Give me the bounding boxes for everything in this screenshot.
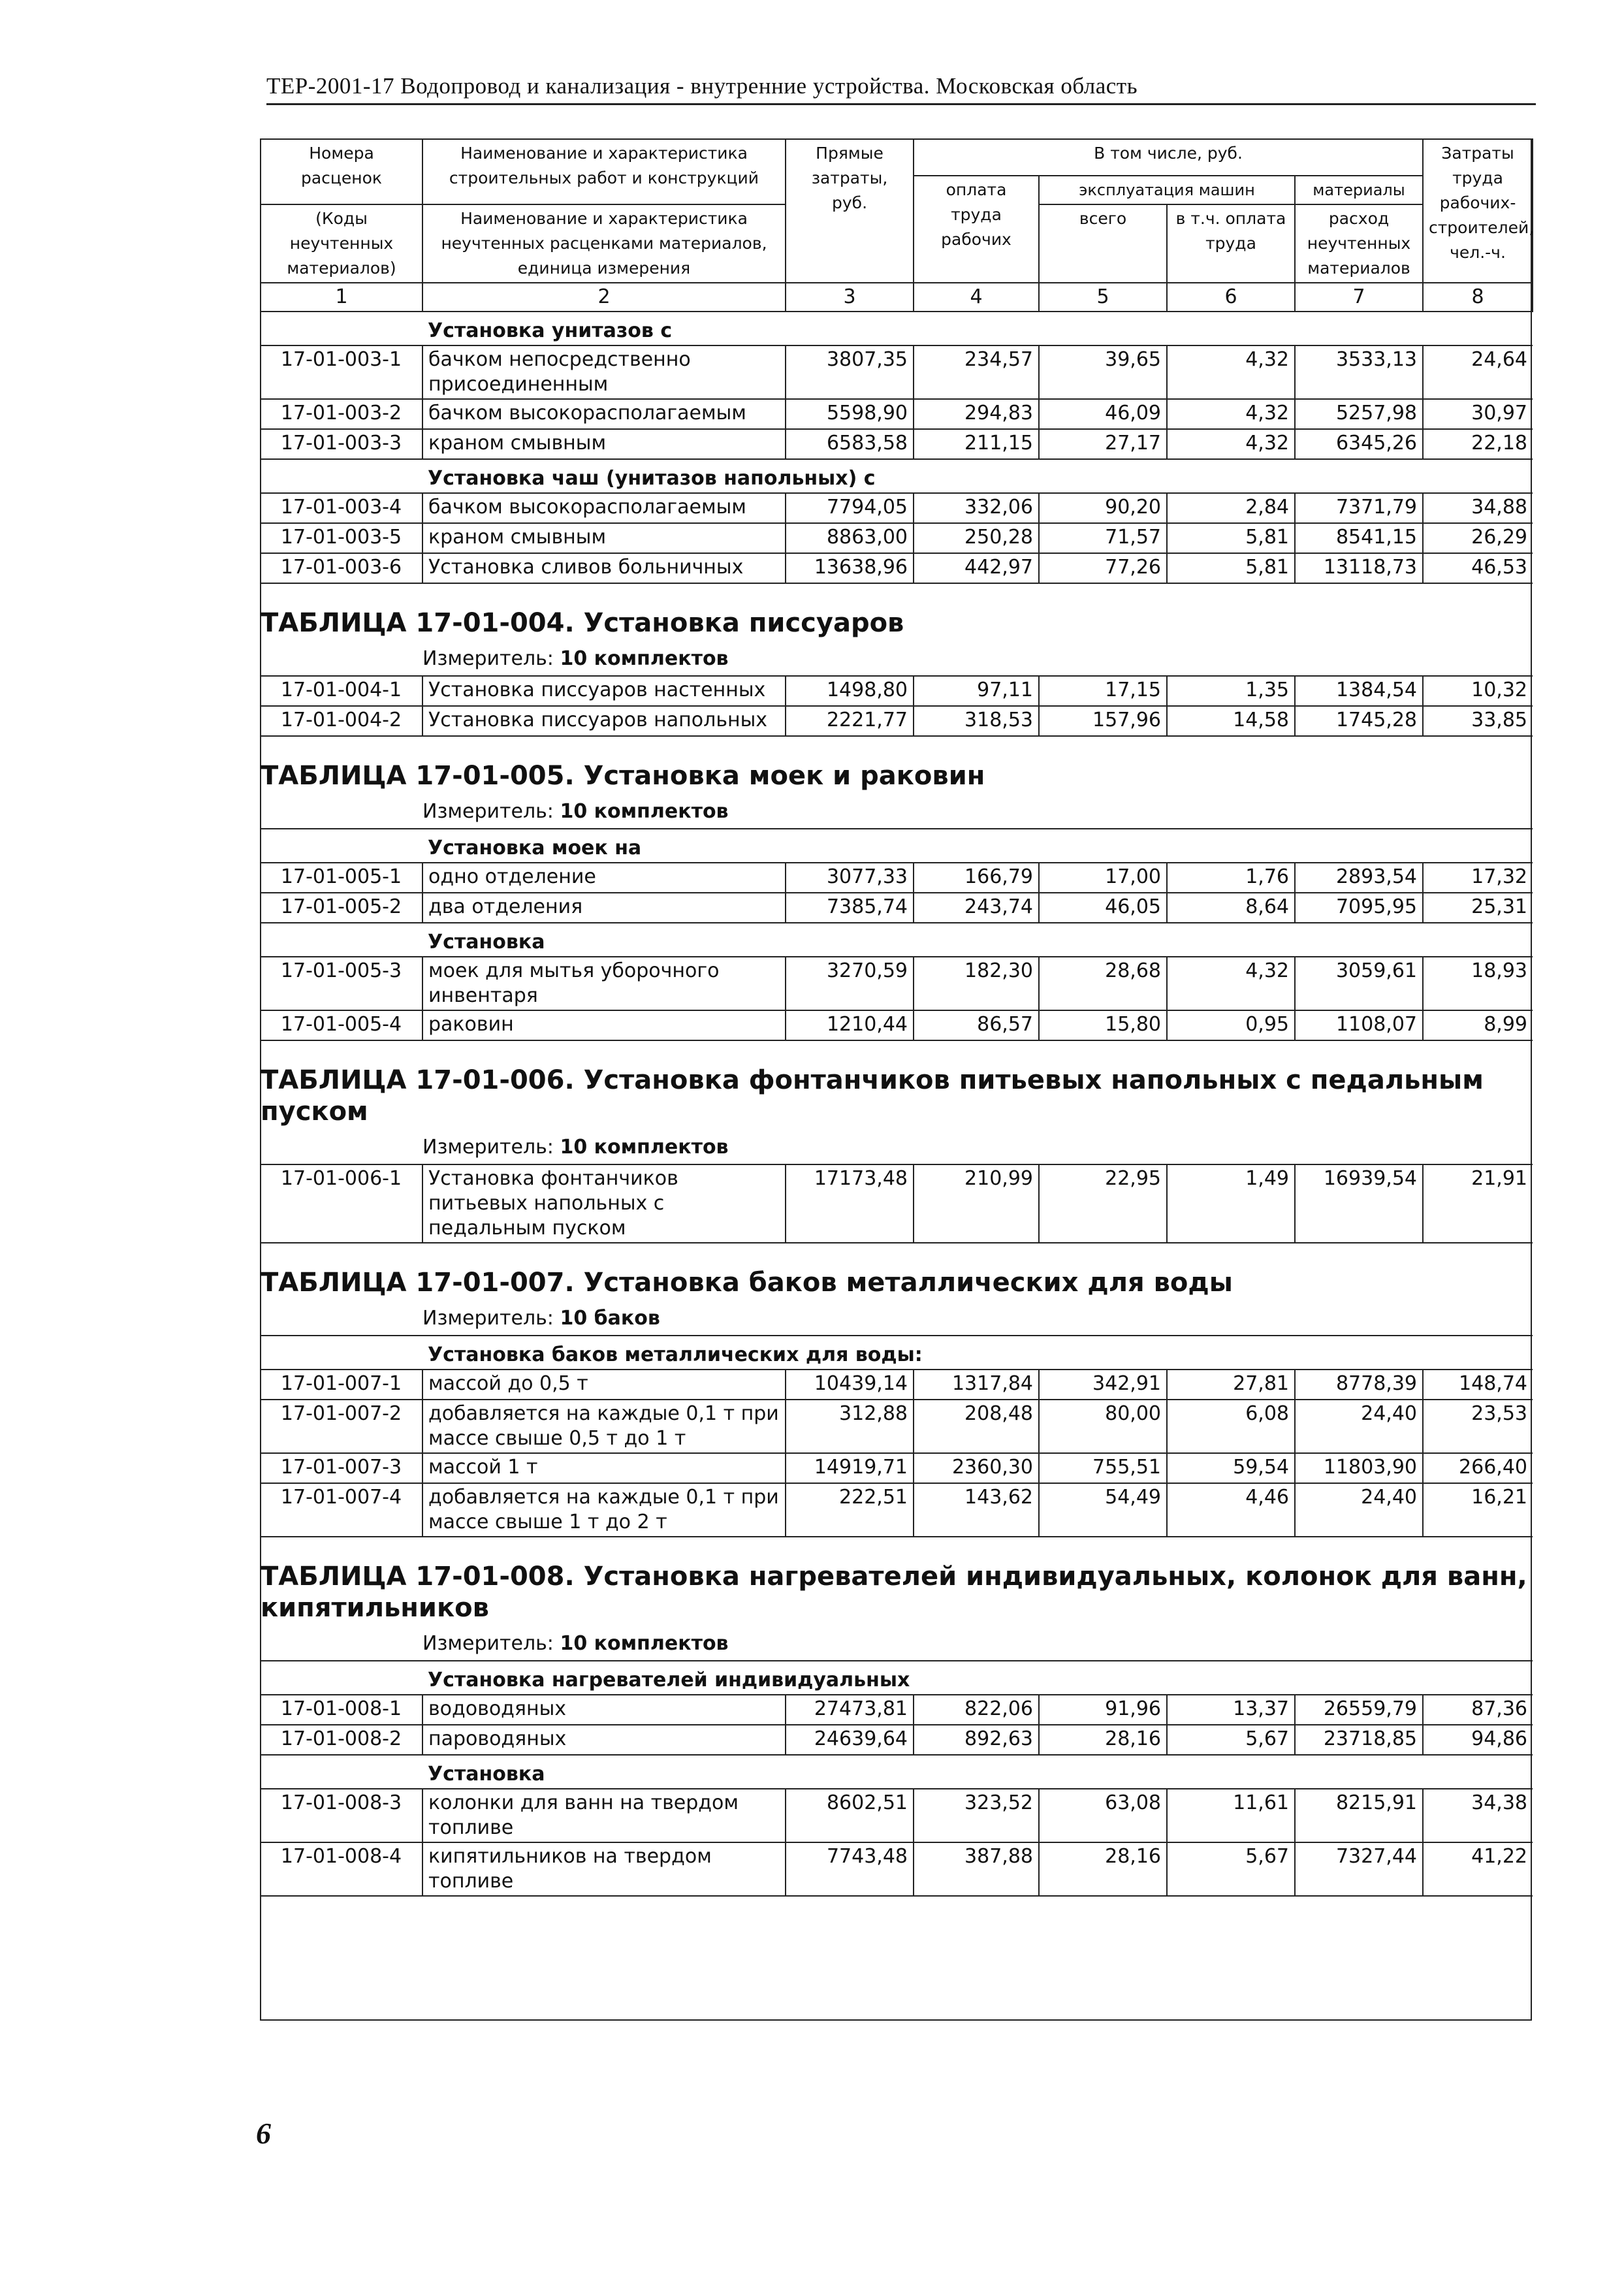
- group-heading: Установка унитазов с: [422, 312, 1533, 345]
- header-machines: эксплуатация машин: [1039, 176, 1295, 204]
- machines-total-cell: 342,91: [1039, 1370, 1167, 1400]
- labor-hours-cell: 148,74: [1423, 1370, 1533, 1400]
- labor-pay-cell: 166,79: [914, 863, 1039, 893]
- machines-total-cell: 755,51: [1039, 1453, 1167, 1483]
- column-number: 4: [914, 283, 1039, 312]
- direct-costs-cell: 24639,64: [786, 1725, 914, 1755]
- group-heading-row: [261, 1755, 1533, 1789]
- measure-spacer: [261, 1130, 422, 1164]
- machines-labor-cell: 4,32: [1167, 957, 1295, 1010]
- direct-costs-cell: 14919,71: [786, 1453, 914, 1483]
- direct-costs-cell: 3270,59: [786, 957, 914, 1010]
- machines-total-cell: 17,15: [1039, 676, 1167, 706]
- labor-hours-cell: 30,97: [1423, 399, 1533, 429]
- measure-label: Измеритель:: [422, 1136, 554, 1159]
- direct-costs-cell: 5598,90: [786, 399, 914, 429]
- header-labor-cost: Затраты труда рабочих-строителей, чел.-ч.: [1423, 139, 1533, 283]
- rate-code: 17-01-008-4: [261, 1842, 422, 1896]
- group-heading-row: [261, 1336, 1533, 1370]
- column-number: 1: [261, 283, 422, 312]
- materials-use-cell: 1108,07: [1295, 1010, 1423, 1040]
- work-name: Установка писсуаров настенных: [422, 676, 786, 706]
- direct-costs-cell: 1210,44: [786, 1010, 914, 1040]
- machines-labor-cell: 2,84: [1167, 493, 1295, 523]
- table-header: [261, 139, 1533, 312]
- measure-value: 10 баков: [560, 1307, 660, 1330]
- table-row: [261, 1789, 1533, 1842]
- table-title-row: [261, 736, 1533, 794]
- rate-code: 17-01-003-1: [261, 345, 422, 399]
- machines-total-cell: 39,65: [1039, 345, 1167, 399]
- materials-use-cell: 7371,79: [1295, 493, 1423, 523]
- machines-total-cell: 54,49: [1039, 1483, 1167, 1537]
- direct-costs-cell: 13638,96: [786, 553, 914, 583]
- labor-pay-cell: 143,62: [914, 1483, 1039, 1537]
- work-name: бачком непосредственно присоединенным: [422, 345, 786, 399]
- rate-code: 17-01-007-1: [261, 1370, 422, 1400]
- labor-hours-cell: 24,64: [1423, 345, 1533, 399]
- table-title: ТАБЛИЦА 17-01-007. Установка баков металлических для воды: [261, 1268, 1233, 1298]
- machines-labor-cell: 6,08: [1167, 1400, 1295, 1453]
- rate-code: 17-01-005-3: [261, 957, 422, 1010]
- table-row: [261, 1483, 1533, 1537]
- measure-spacer: [261, 794, 422, 829]
- machines-labor-cell: 4,32: [1167, 345, 1295, 399]
- work-name: кипятильников на твердом топливе: [422, 1842, 786, 1896]
- table-row: [261, 429, 1533, 459]
- rate-code: 17-01-003-3: [261, 429, 422, 459]
- measure-spacer: [261, 1626, 422, 1661]
- group-heading-spacer: [261, 459, 422, 493]
- group-heading: Установка нагревателей индивидуальных: [422, 1661, 1533, 1695]
- measure: [422, 1301, 1533, 1336]
- measure: [422, 794, 1533, 829]
- labor-pay-cell: 892,63: [914, 1725, 1039, 1755]
- materials-use-cell: 3533,13: [1295, 345, 1423, 399]
- materials-use-cell: 13118,73: [1295, 553, 1423, 583]
- work-name: Установка писсуаров напольных: [422, 706, 786, 736]
- labor-hours-cell: 21,91: [1423, 1164, 1533, 1243]
- measure-label: Измеритель:: [422, 1307, 554, 1330]
- measure-label: Измеритель:: [422, 800, 554, 823]
- table-title: ТАБЛИЦА 17-01-004. Установка писсуаров: [261, 608, 904, 638]
- rate-code: 17-01-008-3: [261, 1789, 422, 1842]
- rate-code: 17-01-005-4: [261, 1010, 422, 1040]
- labor-hours-cell: 266,40: [1423, 1453, 1533, 1483]
- work-name: краном смывным: [422, 523, 786, 553]
- rate-code: 17-01-006-1: [261, 1164, 422, 1243]
- materials-use-cell: 5257,98: [1295, 399, 1423, 429]
- table-row: [261, 1695, 1533, 1725]
- table-row: [261, 1370, 1533, 1400]
- group-heading-spacer: [261, 829, 422, 863]
- materials-use-cell: 1745,28: [1295, 706, 1423, 736]
- measure-spacer: [261, 641, 422, 676]
- group-heading: Установка моек на: [422, 829, 1533, 863]
- direct-costs-cell: 1498,80: [786, 676, 914, 706]
- labor-pay-cell: 86,57: [914, 1010, 1039, 1040]
- machines-total-cell: 28,16: [1039, 1725, 1167, 1755]
- materials-use-cell: 8215,91: [1295, 1789, 1423, 1842]
- machines-total-cell: 77,26: [1039, 553, 1167, 583]
- work-name: краном смывным: [422, 429, 786, 459]
- measure-label: Измеритель:: [422, 647, 554, 670]
- work-name: добавляется на каждые 0,1 т при массе свыше 0,5 т до 1 т: [422, 1400, 786, 1453]
- rate-code: 17-01-003-6: [261, 553, 422, 583]
- labor-hours-cell: 87,36: [1423, 1695, 1533, 1725]
- labor-hours-cell: 8,99: [1423, 1010, 1533, 1040]
- measure-row: [261, 794, 1533, 829]
- labor-pay-cell: 2360,30: [914, 1453, 1039, 1483]
- measure-row: [261, 641, 1533, 676]
- machines-labor-cell: 5,81: [1167, 523, 1295, 553]
- direct-costs-cell: 7385,74: [786, 893, 914, 923]
- rate-code: 17-01-007-4: [261, 1483, 422, 1537]
- column-number: 8: [1423, 283, 1533, 312]
- work-name: водоводяных: [422, 1695, 786, 1725]
- machines-labor-cell: 1,49: [1167, 1164, 1295, 1243]
- direct-costs-cell: 312,88: [786, 1400, 914, 1453]
- labor-pay-cell: 234,57: [914, 345, 1039, 399]
- labor-hours-cell: 16,21: [1423, 1483, 1533, 1537]
- table-row: [261, 893, 1533, 923]
- machines-labor-cell: 5,81: [1167, 553, 1295, 583]
- labor-pay-cell: 97,11: [914, 676, 1039, 706]
- table-row: [261, 1164, 1533, 1243]
- labor-hours-cell: 34,88: [1423, 493, 1533, 523]
- rate-code: 17-01-008-2: [261, 1725, 422, 1755]
- header-labor-pay: оплата труда рабочих: [914, 176, 1039, 283]
- measure: [422, 1130, 1533, 1164]
- machines-labor-cell: 0,95: [1167, 1010, 1295, 1040]
- labor-pay-cell: 250,28: [914, 523, 1039, 553]
- work-name: Установка сливов больничных: [422, 553, 786, 583]
- materials-use-cell: 24,40: [1295, 1483, 1423, 1537]
- work-name: массой до 0,5 т: [422, 1370, 786, 1400]
- machines-total-cell: 63,08: [1039, 1789, 1167, 1842]
- work-name: Установка фонтанчиков питьевых напольных с педальным пуском: [422, 1164, 786, 1243]
- measure-value: 10 комплектов: [560, 647, 729, 670]
- table-row: [261, 399, 1533, 429]
- materials-use-cell: 1384,54: [1295, 676, 1423, 706]
- labor-hours-cell: 33,85: [1423, 706, 1533, 736]
- table-row: [261, 523, 1533, 553]
- table-title: ТАБЛИЦА 17-01-006. Установка фонтанчиков питьевых напольных с педальным пуском: [261, 1065, 1484, 1127]
- table-row: [261, 1842, 1533, 1896]
- machines-labor-cell: 5,67: [1167, 1842, 1295, 1896]
- table-row: [261, 957, 1533, 1010]
- measure-row: [261, 1301, 1533, 1336]
- rate-code: 17-01-003-4: [261, 493, 422, 523]
- header-materials: материалы: [1295, 176, 1423, 204]
- machines-total-cell: 27,17: [1039, 429, 1167, 459]
- labor-hours-cell: 26,29: [1423, 523, 1533, 553]
- group-heading-row: [261, 1661, 1533, 1695]
- labor-hours-cell: 25,31: [1423, 893, 1533, 923]
- machines-total-cell: 28,16: [1039, 1842, 1167, 1896]
- table-title-row: [261, 1040, 1533, 1130]
- machines-total-cell: 46,09: [1039, 399, 1167, 429]
- labor-pay-cell: 208,48: [914, 1400, 1039, 1453]
- rate-code: 17-01-007-2: [261, 1400, 422, 1453]
- machines-labor-cell: 4,46: [1167, 1483, 1295, 1537]
- materials-use-cell: 16939,54: [1295, 1164, 1423, 1243]
- machines-total-cell: 90,20: [1039, 493, 1167, 523]
- work-name: массой 1 т: [422, 1453, 786, 1483]
- labor-pay-cell: 210,99: [914, 1164, 1039, 1243]
- table-row: [261, 493, 1533, 523]
- group-heading: Установка баков металлических для воды:: [422, 1336, 1533, 1370]
- column-number: 6: [1167, 283, 1295, 312]
- group-heading-spacer: [261, 1661, 422, 1695]
- table-row: [261, 1453, 1533, 1483]
- machines-total-cell: 157,96: [1039, 706, 1167, 736]
- labor-hours-cell: 94,86: [1423, 1725, 1533, 1755]
- materials-use-cell: 7095,95: [1295, 893, 1423, 923]
- header-materials-use: расход неучтенных материалов: [1295, 204, 1423, 283]
- table-row: [261, 1010, 1533, 1040]
- materials-use-cell: 8541,15: [1295, 523, 1423, 553]
- group-heading: Установка: [422, 923, 1533, 957]
- machines-labor-cell: 1,76: [1167, 863, 1295, 893]
- group-heading-spacer: [261, 1755, 422, 1789]
- column-number: 5: [1039, 283, 1167, 312]
- group-heading-spacer: [261, 1336, 422, 1370]
- group-heading-row: [261, 459, 1533, 493]
- direct-costs-cell: 17173,48: [786, 1164, 914, 1243]
- labor-hours-cell: 18,93: [1423, 957, 1533, 1010]
- labor-pay-cell: 323,52: [914, 1789, 1039, 1842]
- direct-costs-cell: 8602,51: [786, 1789, 914, 1842]
- group-heading-row: [261, 829, 1533, 863]
- measure: [422, 641, 1533, 676]
- labor-hours-cell: 34,38: [1423, 1789, 1533, 1842]
- direct-costs-cell: 3807,35: [786, 345, 914, 399]
- measure-spacer: [261, 1301, 422, 1336]
- direct-costs-cell: 6583,58: [786, 429, 914, 459]
- machines-total-cell: 22,95: [1039, 1164, 1167, 1243]
- work-name: колонки для ванн на твердом топливе: [422, 1789, 786, 1842]
- rate-code: 17-01-005-1: [261, 863, 422, 893]
- page-number: 6: [256, 2117, 271, 2150]
- header-codes-bottom: (Коды неучтенных материалов): [261, 204, 422, 283]
- table-row: [261, 676, 1533, 706]
- rate-code: 17-01-005-2: [261, 893, 422, 923]
- table-row: [261, 345, 1533, 399]
- direct-costs-cell: 3077,33: [786, 863, 914, 893]
- measure: [422, 1626, 1533, 1661]
- labor-hours-cell: 22,18: [1423, 429, 1533, 459]
- labor-hours-cell: 10,32: [1423, 676, 1533, 706]
- materials-use-cell: 8778,39: [1295, 1370, 1423, 1400]
- materials-use-cell: 26559,79: [1295, 1695, 1423, 1725]
- measure-value: 10 комплектов: [560, 1136, 729, 1159]
- rate-code: 17-01-004-2: [261, 706, 422, 736]
- materials-use-cell: 23718,85: [1295, 1725, 1423, 1755]
- labor-pay-cell: 182,30: [914, 957, 1039, 1010]
- header-codes-top: Номера расценок: [261, 139, 422, 204]
- machines-labor-cell: 27,81: [1167, 1370, 1295, 1400]
- rate-code: 17-01-004-1: [261, 676, 422, 706]
- direct-costs-cell: 27473,81: [786, 1695, 914, 1725]
- group-heading: Установка чаш (унитазов напольных) с: [422, 459, 1533, 493]
- table-row: [261, 1400, 1533, 1453]
- machines-total-cell: 80,00: [1039, 1400, 1167, 1453]
- direct-costs-cell: 10439,14: [786, 1370, 914, 1400]
- table-row: [261, 553, 1533, 583]
- rate-code: 17-01-003-2: [261, 399, 422, 429]
- machines-total-cell: 17,00: [1039, 863, 1167, 893]
- materials-use-cell: 3059,61: [1295, 957, 1423, 1010]
- running-head: ТЕР-2001-17 Водопровод и канализация - внутренние устройства. Московская область: [266, 73, 1536, 105]
- machines-labor-cell: 14,58: [1167, 706, 1295, 736]
- machines-labor-cell: 59,54: [1167, 1453, 1295, 1483]
- measure-label: Измеритель:: [422, 1632, 554, 1655]
- materials-use-cell: 11803,90: [1295, 1453, 1423, 1483]
- header-name-top: Наименование и характеристика строительных работ и конструкций: [422, 139, 786, 204]
- measure-value: 10 комплектов: [560, 1632, 729, 1655]
- direct-costs-cell: 2221,77: [786, 706, 914, 736]
- labor-hours-cell: 23,53: [1423, 1400, 1533, 1453]
- table-title-row: [261, 1537, 1533, 1626]
- labor-pay-cell: 1317,84: [914, 1370, 1039, 1400]
- direct-costs-cell: 7743,48: [786, 1842, 914, 1896]
- machines-total-cell: 46,05: [1039, 893, 1167, 923]
- table-row: [261, 706, 1533, 736]
- machines-total-cell: 91,96: [1039, 1695, 1167, 1725]
- group-heading-row: [261, 923, 1533, 957]
- labor-pay-cell: 211,15: [914, 429, 1039, 459]
- column-number: 7: [1295, 283, 1423, 312]
- labor-pay-cell: 243,74: [914, 893, 1039, 923]
- machines-labor-cell: 13,37: [1167, 1695, 1295, 1725]
- header-machines-labor: в т.ч. оплата труда: [1167, 204, 1295, 283]
- machines-total-cell: 28,68: [1039, 957, 1167, 1010]
- machines-labor-cell: 5,67: [1167, 1725, 1295, 1755]
- direct-costs-cell: 222,51: [786, 1483, 914, 1537]
- rate-code: 17-01-008-1: [261, 1695, 422, 1725]
- table-title: ТАБЛИЦА 17-01-005. Установка моек и раковин: [261, 761, 985, 791]
- table-title-row: [261, 1243, 1533, 1301]
- labor-hours-cell: 17,32: [1423, 863, 1533, 893]
- column-number: 3: [786, 283, 914, 312]
- labor-pay-cell: 822,06: [914, 1695, 1039, 1725]
- table-row: [261, 1725, 1533, 1755]
- machines-total-cell: 15,80: [1039, 1010, 1167, 1040]
- direct-costs-cell: 8863,00: [786, 523, 914, 553]
- work-name: добавляется на каждые 0,1 т при массе свыше 1 т до 2 т: [422, 1483, 786, 1537]
- labor-pay-cell: 332,06: [914, 493, 1039, 523]
- header-name-bottom: Наименование и характеристика неучтенных расценками материалов, единица измерения: [422, 204, 786, 283]
- table-title-row: [261, 583, 1533, 641]
- column-numbers-row: [261, 283, 1533, 312]
- materials-use-cell: 2893,54: [1295, 863, 1423, 893]
- machines-labor-cell: 8,64: [1167, 893, 1295, 923]
- labor-hours-cell: 41,22: [1423, 1842, 1533, 1896]
- labor-pay-cell: 387,88: [914, 1842, 1039, 1896]
- work-name: бачком высокорасполагаемым: [422, 399, 786, 429]
- header-machines-total: всего: [1039, 204, 1167, 283]
- table-row: [261, 863, 1533, 893]
- machines-labor-cell: 11,61: [1167, 1789, 1295, 1842]
- labor-pay-cell: 294,83: [914, 399, 1039, 429]
- rate-code: 17-01-007-3: [261, 1453, 422, 1483]
- machines-labor-cell: 1,35: [1167, 676, 1295, 706]
- labor-pay-cell: 442,97: [914, 553, 1039, 583]
- table-title: ТАБЛИЦА 17-01-008. Установка нагревателей индивидуальных, колонок для ванн, кипятильников: [261, 1562, 1527, 1623]
- work-name: моек для мытья уборочного инвентаря: [422, 957, 786, 1010]
- materials-use-cell: 24,40: [1295, 1400, 1423, 1453]
- measure-row: [261, 1130, 1533, 1164]
- work-name: пароводяных: [422, 1725, 786, 1755]
- group-heading-spacer: [261, 312, 422, 345]
- machines-total-cell: 71,57: [1039, 523, 1167, 553]
- measure-row: [261, 1626, 1533, 1661]
- header-incl: В том числе, руб.: [914, 139, 1423, 176]
- machines-labor-cell: 4,32: [1167, 399, 1295, 429]
- header-direct-costs: Прямые затраты, руб.: [786, 139, 914, 283]
- work-name: бачком высокорасполагаемым: [422, 493, 786, 523]
- materials-use-cell: 6345,26: [1295, 429, 1423, 459]
- column-number: 2: [422, 283, 786, 312]
- materials-use-cell: 7327,44: [1295, 1842, 1423, 1896]
- labor-pay-cell: 318,53: [914, 706, 1039, 736]
- rates-table: [260, 138, 1533, 1897]
- group-heading-spacer: [261, 923, 422, 957]
- work-name: раковин: [422, 1010, 786, 1040]
- machines-labor-cell: 4,32: [1167, 429, 1295, 459]
- group-heading: Установка: [422, 1755, 1533, 1789]
- work-name: два отделения: [422, 893, 786, 923]
- rate-code: 17-01-003-5: [261, 523, 422, 553]
- labor-hours-cell: 46,53: [1423, 553, 1533, 583]
- direct-costs-cell: 7794,05: [786, 493, 914, 523]
- table-body: [261, 312, 1533, 1896]
- measure-value: 10 комплектов: [560, 800, 729, 823]
- work-name: одно отделение: [422, 863, 786, 893]
- group-heading-row: [261, 312, 1533, 345]
